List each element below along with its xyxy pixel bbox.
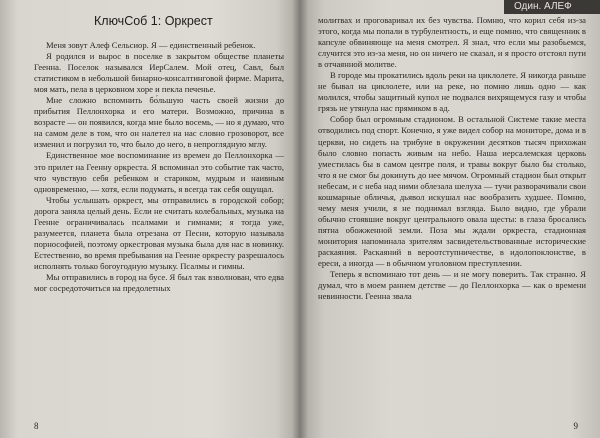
- paragraph: Собор был огромным стадионом. В остальной Системе такие места отводились под спорт. Конечно, я уже видел собор на мониторе, дома и в церкви, но сидеть на трибуне в окружении десятков тысяч прихожан было словно попасть живым на небо. Наша иерсалемская церковь уместилась бы в самом центре поля, и травы вокруг было бы столько, что я не смог бы докинуть до нее мячом. Огромный стадион был открыт небесам, и с неба над ними облезала шелуха — тучи разворачивали свои кошмарные обличья, дьявол искушал нас вообразить худшее. Помню, чему меня учили, я не поднимал взгляда. Было видно, где убрали обычно стоявшие вокруг центрального овала щесты: в глаза бросались пятна обожженной земли. Поза мы ждали оркреста, стадионная монитория напоминала зрителям засвидетельствованные исторические раскаяния. Раскаяний в вероотступничестве, в идолопоклонстве, в ереси, а иногда — в обычном уголовном преступлении.: [318, 114, 586, 269]
- page-number-left: 8: [34, 421, 39, 431]
- paragraph: Чтобы услышать оркрест, мы отправились в городской собор; дорога заняла целый день. Если не считать колебальных, музыка на Геенне ограничивалась псалмами и гимнами; я тогда уже, разумеется, планета была отрезана от Песни, которую называла порнософией, поэтому оркестровая музыка была для нас в новинку. Естественно, во время пребывания на Геенне оркресту разрешалось исполнять только богоугодную музыку. Псалмы и гимны.: [34, 194, 284, 271]
- paragraph: Единственное мое воспоминание из времен до Пеллонхорка — это прилет на Геенну оркреста. Я вспоминал это событие так часто, что чувствую себя ребенком и стариком, мудрым и наивным одновременно, — хотя, если подумать, я всегда так себя ощущал.: [34, 150, 284, 194]
- book-gutter: [292, 0, 308, 438]
- paragraph: Мне сложно вспомнить бо́льшую часть своей жизни до прибытия Пеллонхорка и его матери. Возможно, причина в возрасте — он появился, когда мне было восемь, — но я думаю, что на самом деле в том, что он налетел на нас словно грозоворот, все изменил и погрузил то, что было до него, в непроглядную мглу.: [34, 95, 284, 150]
- chapter-title: КлючСоб 1: Оркрест: [94, 14, 213, 28]
- left-page-text: [34, 40, 284, 294]
- paragraph: В городе мы прокатились вдоль реки на циклолете. Я никогда раньше не бывал на циклолете, или на реке, но помню лишь одно — как молился, чтобы защитный купол не подвался вихрящемуся газу и чтобы грязь не утянула нас прямиком в ад.: [318, 70, 586, 114]
- paragraph: молитвах и проговаривал их без чувства. Помню, что корил себя из-за этого, когда мы попали в турбулентность, и еще помню, что священник в капсуле обвиняюще на меня смотрел. Я знал, что если мы разобьемся, случится это из-за меня, но он ничего не сказал, и я просто отстоял пути в отчаянной молитве.: [318, 15, 586, 70]
- running-head: Один. АЛЕФ: [504, 0, 600, 14]
- paragraph: Я родился и вырос в поселке в закрытом обществе планеты Геенна. Поселок назывался ИерСалем. Мой отец, Савл, был статистиком в небольшой бинарно-консалтинговой фирме. Марита, моя мать, пела в церковном хоре и пекла печенье.: [34, 51, 284, 95]
- right-page: [300, 0, 600, 438]
- right-page-text: [318, 15, 586, 302]
- page-number-right: 9: [573, 421, 578, 431]
- paragraph: Мы отправились в город на бусе. Я был так взволнован, что едва мог сосредоточиться на предолетных: [34, 271, 284, 294]
- paragraph: Теперь я вспоминаю тот день — и не могу поверить. Так странно. Я думал, что в моем раннем детстве — до Пеллонхорка — как о времени невинности. Геенна звала: [318, 269, 586, 302]
- paragraph: Меня зовут Алеф Сельсиор. Я — единственный ребенок.: [46, 40, 256, 50]
